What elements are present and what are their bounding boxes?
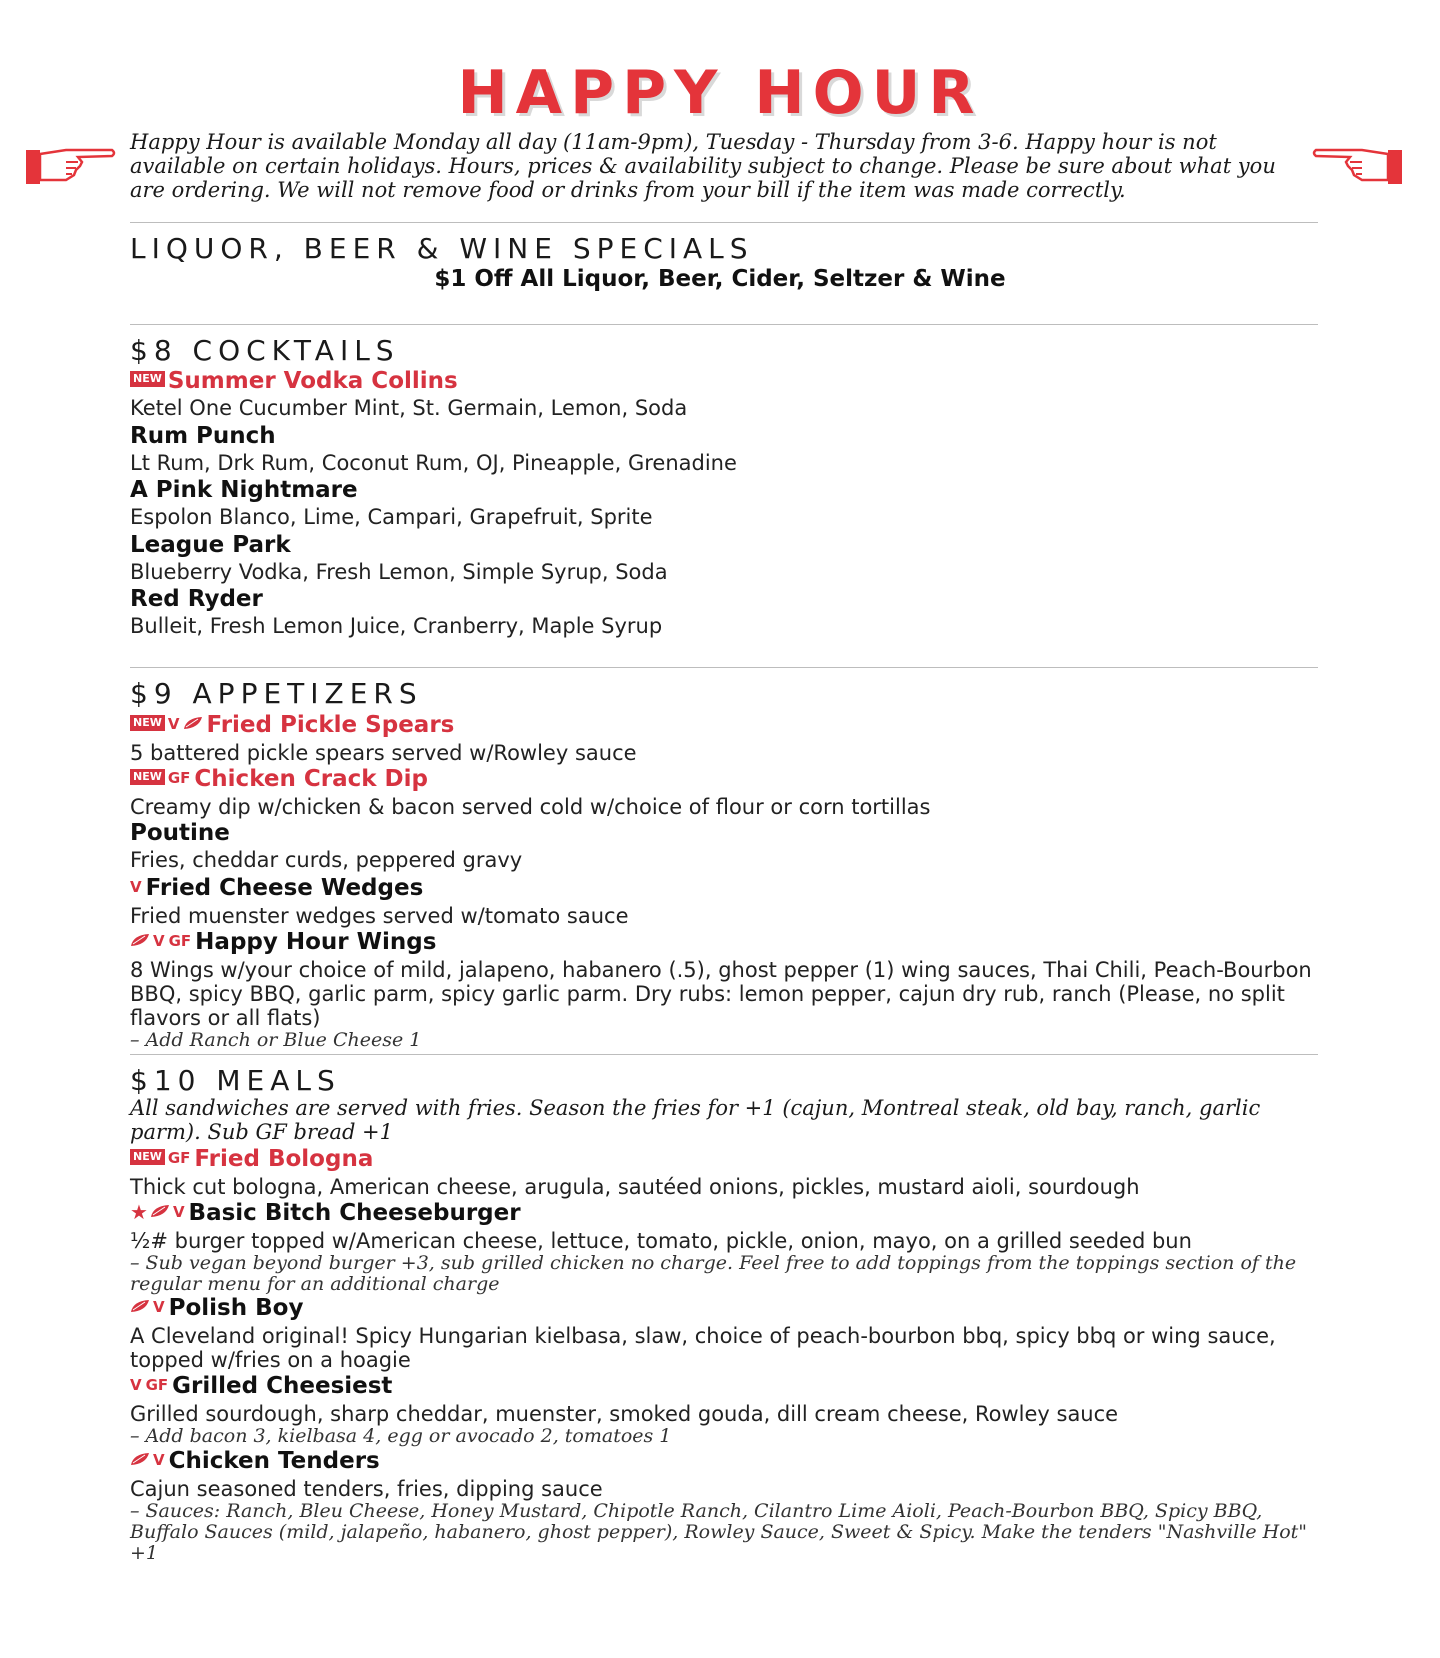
gluten-free-tag: GF: [167, 768, 191, 787]
menu-item: [130, 1293, 1320, 1372]
menu-item: [130, 1144, 1320, 1199]
item-name: League Park: [130, 532, 291, 558]
item-name: Summer Vodka Collins: [167, 368, 458, 394]
gluten-free-tag: GF: [168, 931, 192, 950]
item-description: Bulleit, Fresh Lemon Juice, Cranberry, Maple Syrup: [130, 614, 663, 638]
item-name-row: [130, 873, 1320, 904]
item-name: Polish Boy: [168, 1295, 304, 1321]
item-description: Grilled sourdough, sharp cheddar, muenster, smoked gouda, dill cream cheese, Rowley sauce: [130, 1401, 1119, 1426]
section-title-cocktails: $8 COCKTAILS: [130, 334, 400, 367]
item-note: – Add Ranch or Blue Cheese 1: [130, 1028, 422, 1051]
item-description: Lt Rum, Drk Rum, Coconut Rum, OJ, Pineapple, Grenadine: [130, 451, 737, 475]
liquor-special: $1 Off All Liquor, Beer, Cider, Seltzer & Wine: [434, 266, 1006, 292]
item-name: Happy Hour Wings: [195, 929, 437, 955]
spicy-leaf-icon: [183, 716, 203, 730]
menu-item: [130, 475, 1320, 529]
item-description: Fried muenster wedges served w/tomato sauce: [130, 903, 629, 928]
item-description: Espolon Blanco, Lime, Campari, Grapefruit, Sprite: [130, 505, 653, 529]
item-name: Grilled Cheesiest: [172, 1373, 393, 1399]
item-description: Blueberry Vodka, Fresh Lemon, Simple Syrup, Soda: [130, 560, 668, 584]
section-title-liquor: LIQUOR, BEER & WINE SPECIALS: [130, 232, 754, 265]
menu-item: [130, 764, 1320, 819]
spicy-leaf-icon: [130, 1452, 150, 1466]
intro-text: Happy Hour is available Monday all day (11am-9pm), Tuesday - Thursday from 3-6. Happy hour is not available on certain holidays. Hours, prices & availability subject to change. Please be sure about what you are ordering. We will not remove food or drinks from your bill if the item was made correctly.: [130, 130, 1276, 202]
divider: [130, 222, 1318, 223]
menu-item: [130, 530, 1320, 584]
item-description: Fries, cheddar curds, peppered gravy: [130, 848, 523, 872]
menu-item: [130, 1371, 1320, 1447]
new-badge: NEW: [130, 715, 165, 731]
menu-item: [130, 873, 1320, 928]
section-title-appetizers: $9 APPETIZERS: [130, 677, 423, 710]
item-name-row: [130, 764, 1320, 795]
menu-item: [130, 584, 1320, 638]
item-name-row: [130, 927, 1320, 958]
item-description: Creamy dip w/chicken & bacon served cold w/choice of flour or corn tortillas: [130, 794, 931, 819]
divider: [130, 667, 1318, 668]
menu-item: [130, 927, 1320, 1051]
page-title: HAPPY HOUR: [457, 58, 983, 128]
item-description: 5 battered pickle spears served w/Rowley sauce: [130, 740, 637, 765]
gluten-free-tag: GF: [167, 1148, 191, 1167]
menu-item: [130, 710, 1320, 765]
item-note: – Add bacon 3, kielbasa 4, egg or avocado 2, tomatoes 1: [130, 1424, 672, 1447]
item-name: Poutine: [130, 820, 230, 846]
new-badge: NEW: [130, 1149, 165, 1165]
new-badge: NEW: [130, 769, 165, 785]
item-name-row: [130, 1446, 1320, 1477]
item-name-row: [130, 366, 1320, 396]
item-description: ½# burger topped w/American cheese, lettuce, tomato, pickle, onion, mayo, on a grilled seeded bun: [130, 1228, 1192, 1253]
item-name-row: [130, 710, 1320, 741]
vegetarian-tag: V: [130, 1375, 142, 1394]
item-description: A Cleveland original! Spicy Hungarian kielbasa, slaw, choice of peach-bourbon bbq, spicy bbq or wing sauce, topped w/fries on a hoagie: [130, 1323, 1276, 1372]
pointing-hand-icon: [26, 140, 116, 190]
divider: [130, 324, 1318, 325]
vegetarian-tag: V: [167, 714, 180, 733]
item-name: Chicken Crack Dip: [194, 766, 428, 792]
menu-item: [130, 421, 1320, 475]
menu-item: [130, 366, 1320, 420]
item-name-row: [130, 1144, 1320, 1175]
item-description: Thick cut bologna, American cheese, arugula, sautéed onions, pickles, mustard aioli, sourdough: [130, 1174, 1140, 1199]
item-name: A Pink Nightmare: [130, 477, 358, 503]
item-name: Basic Bitch Cheeseburger: [188, 1200, 521, 1226]
item-note: – Sub vegan beyond burger +3, sub grilled chicken no charge. Feel free to add toppings from the toppings section of the regular menu for an additional charge: [130, 1251, 1297, 1295]
pointing-hand-icon: [1312, 140, 1402, 190]
item-name: Fried Cheese Wedges: [145, 875, 424, 901]
item-name: Red Ryder: [130, 586, 263, 612]
vegetarian-tag: V: [153, 1297, 165, 1316]
gluten-free-tag: GF: [145, 1375, 169, 1394]
item-name-row: [130, 1371, 1320, 1402]
vegetarian-tag: V: [172, 1202, 185, 1221]
star-icon: ★: [130, 1199, 148, 1224]
item-description: Cajun seasoned tenders, fries, dipping sauce: [130, 1476, 603, 1501]
item-name: Chicken Tenders: [168, 1448, 380, 1474]
menu-item: [130, 1198, 1320, 1295]
item-description: Ketel One Cucumber Mint, St. Germain, Lemon, Soda: [130, 396, 688, 420]
item-name-row: [130, 1198, 1320, 1229]
item-name: Rum Punch: [130, 423, 276, 449]
spicy-leaf-icon: [150, 1204, 170, 1218]
item-name: Fried Pickle Spears: [206, 712, 455, 738]
item-name: Fried Bologna: [194, 1146, 374, 1172]
menu-item: [130, 818, 1320, 872]
item-note: – Sauces: Ranch, Bleu Cheese, Honey Mustard, Chipotle Ranch, Cilantro Lime Aioli, Peach-Bourbon BBQ, Spicy BBQ, Buffalo Sauces (mild, jalapeño, habanero, ghost pepper), Rowley Sauce, Sweet & Spicy. Make the tenders "Nashville Hot" +1: [130, 1499, 1308, 1564]
spicy-leaf-icon: [130, 1299, 150, 1313]
menu-item: [130, 1446, 1320, 1564]
item-name-row: [130, 1293, 1320, 1324]
divider: [130, 1054, 1318, 1055]
meals-note: All sandwiches are served with fries. Season the fries for +1 (cajun, Montreal steak, old bay, ranch, garlic parm). Sub GF bread +1: [130, 1096, 1261, 1144]
vegetarian-tag: V: [130, 877, 142, 896]
item-description: 8 Wings w/your choice of mild, jalapeno, habanero (.5), ghost pepper (1) wing sauces, Thai Chili, Peach-Bourbon BBQ, spicy BBQ, garlic parm, spicy garlic parm. Dry rubs: lemon pepper, cajun dry rub, ranch (Please, no split flavors or all flats): [130, 957, 1312, 1030]
vegetarian-tag: V: [153, 931, 165, 950]
section-title-meals: $10 MEALS: [130, 1064, 341, 1097]
spicy-leaf-icon: [130, 933, 150, 947]
vegetarian-tag: V: [153, 1450, 165, 1469]
new-badge: NEW: [130, 371, 165, 387]
